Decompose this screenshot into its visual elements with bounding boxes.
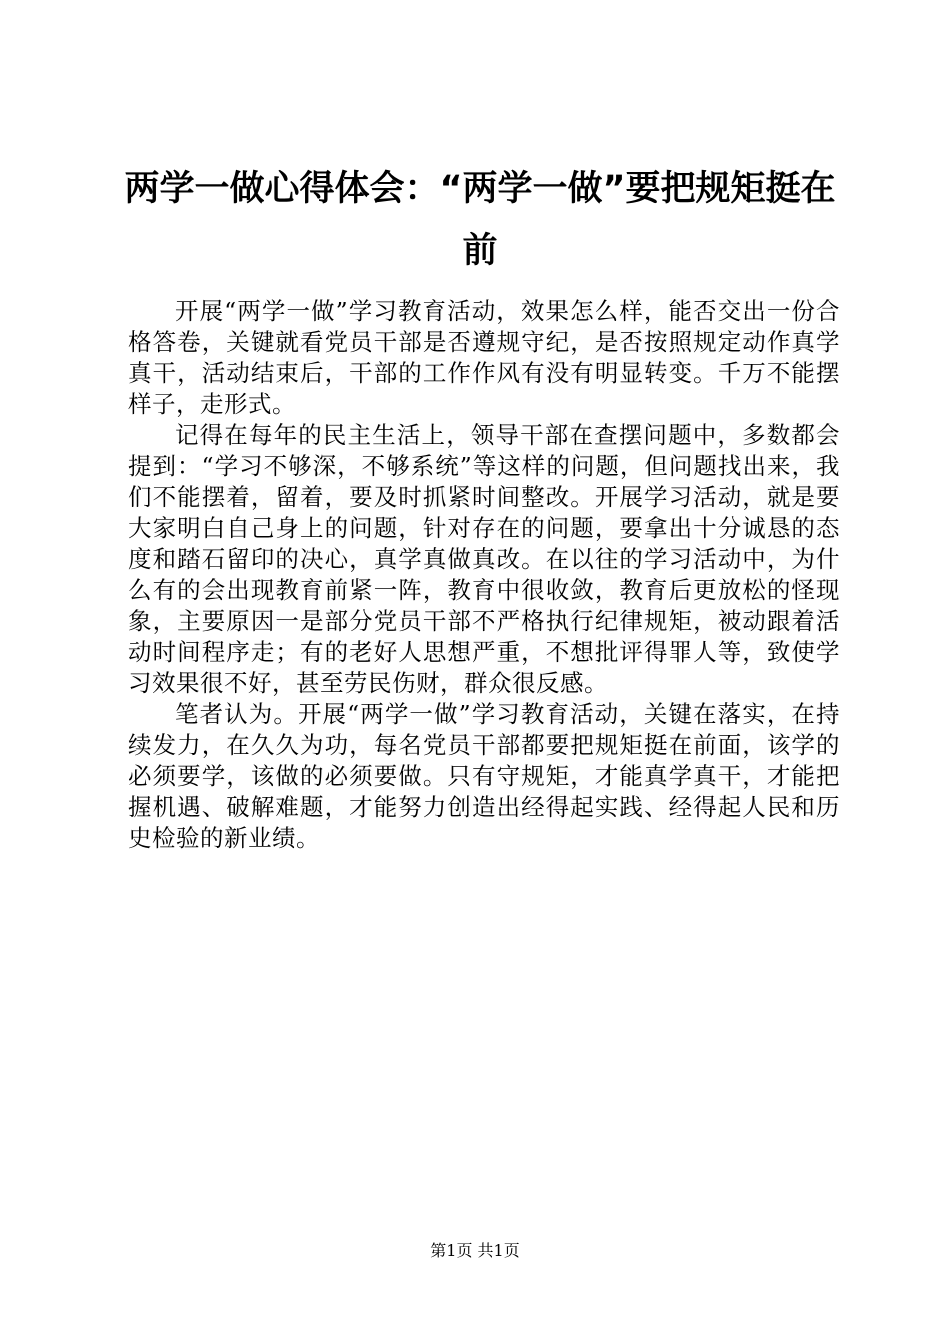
document-title: 两学一做心得体会：“两学一做”要把规矩挺在前 bbox=[124, 169, 836, 271]
page-footer: 第1页 共1页 bbox=[430, 1241, 520, 1260]
paragraph-1: 开展“两学一做”学习教育活动，效果怎么样，能否交出一份合格答卷，关键就看党员干部是否遵规守纪，是否按照规定动作真学真干，活动结束后，干部的工作作风有没有明显转变。千万不能摆样子，走形式。 bbox=[128, 297, 840, 418]
paragraph-3: 笔者认为。开展“两学一做”学习教育活动，关键在落实，在持续发力，在久久为功，每名党员干部都要把规矩挺在前面，该学的必须要学，该做的必须要做。只有守规矩，才能真学真干，才能把握机遇、破解难题，才能努力创造出经得起实践、经得起人民和历史检验的新业绩。 bbox=[128, 700, 840, 852]
paragraph-2: 记得在每年的民主生活上，领导干部在查摆问题中，多数都会提到：“学习不够深，不够系统”等这样的问题，但问题找出来，我们不能摆着，留着，要及时抓紧时间整改。开展学习活动，就是要大家明白自己身上的问题，针对存在的问题，要拿出十分诚恳的态度和踏石留印的决心，真学真做真改。在以往的学习活动中，为什么有的会出现教育前紧一阵，教育中很收敛，教育后更放松的怪现象，主要原因一是部分党员干部不严格执行纪律规矩，被动跟着活动时间程序走；有的老好人思想严重，不想批评得罪人等，致使学习效果很不好，甚至劳民伤财，群众很反感。 bbox=[128, 421, 840, 697]
document-body bbox=[128, 296, 840, 854]
